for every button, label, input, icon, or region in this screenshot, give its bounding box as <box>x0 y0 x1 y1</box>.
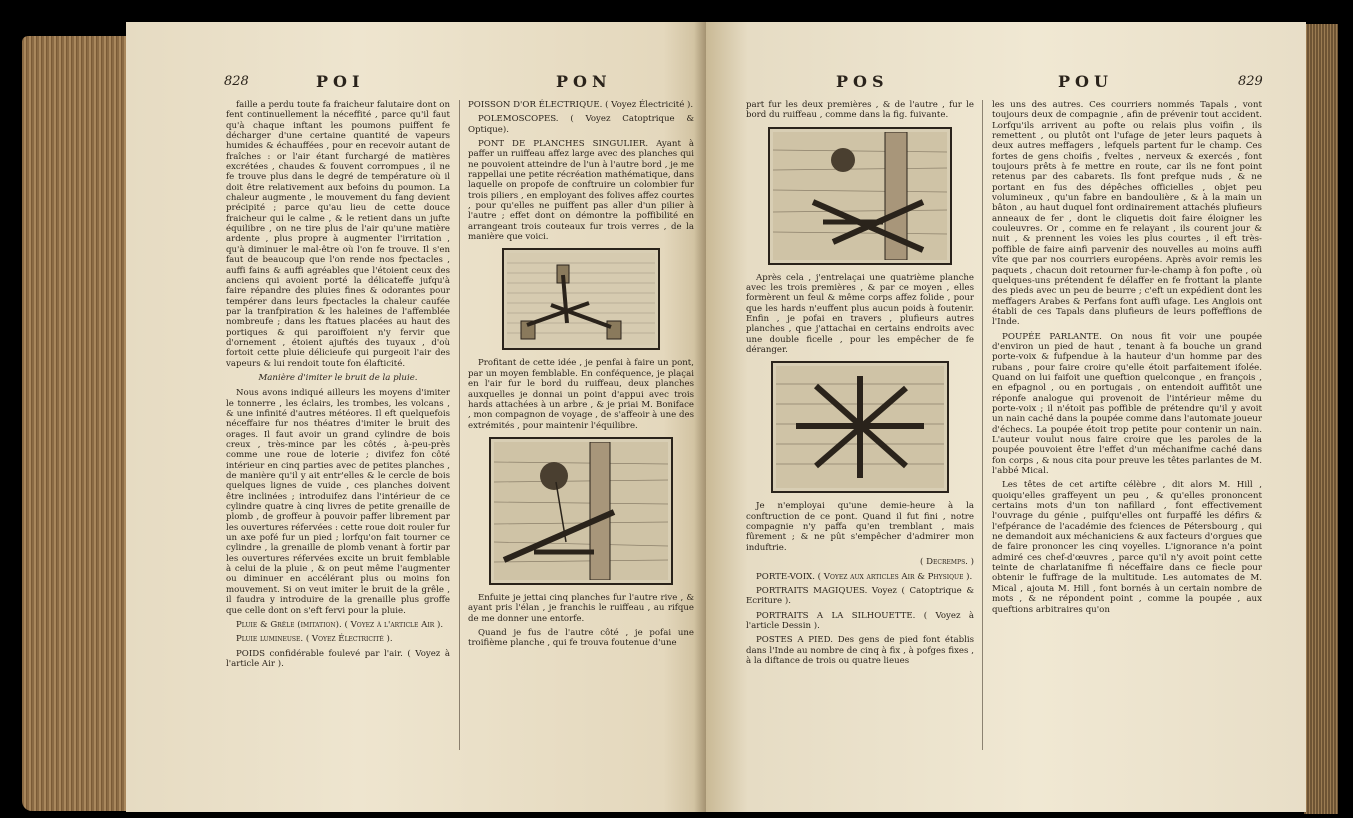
column-rule <box>982 100 983 750</box>
entry-portraits-magiques: PORTRAITS MAGIQUES. Voyez ( Catoptrique & Ecriture ). <box>746 585 974 607</box>
cross-reference: Pluie lumineuse. ( Voyez Électricité ). <box>236 634 393 645</box>
entry-portraits-silhouette: PORTRAITS A LA SILHOUETTE. ( Voyez à l'article Dessin ). <box>746 610 974 631</box>
section-heading: Manière d'imiter le bruit de la pluie. <box>258 372 418 383</box>
paragraph: Les têtes de cet artifte célèbre , dit alors M. Hill , quoiqu'elles graffeyent un peu , & qu'elles prononcent certains mots d'un ton nafillard , font effectivement l'ouvrage du génie , puifqu'elles ont furpaffé les défirs & l'efpérance de l'académie des fciences de Pétersbourg , qui ne demandoit aux méchaniciens & aux facteurs d'orgues que de faire prononcer les cinq voyelles. L'ignorance n'a point admiré ces chef-d'œuvres , parce qu'il n'y avoit point cette teinte de charlatanifme fi néceffaire dans ce fiecle pour obtenir le fuffrage de la multitude. Les automates de M. Mical , ajouta M. Hill , font bornés à un certain nombre de mots , & ne répondent point , comme la poupée , aux queftions arbitraires qu'on <box>992 480 1262 615</box>
entry-poisson: POISSON D'OR ÉLECTRIQUE. ( Voyez Électricité ). <box>468 100 694 110</box>
entry-pont: PONT DE PLANCHES SINGULIER. Ayant à paffer un ruiffeau affez large avec des planches qui ne pouvoient atteindre de l'un à l'autre bord , je me rappellai une petite récréation mathématique, dans laquelle on propofe de conftruire un colombier fur trois piliers , en employant des folives affez courtes , pour qu'elles ne puiffent pas aller d'un pilier à l'autre ; effet dont on démontre la poffibilité en arrangeant trois couteaux fur trois verres , de la manière que voici. <box>468 139 694 243</box>
right-page-column-2 <box>992 100 1262 619</box>
paragraph: les uns des autres. Ces courriers nommés Tapals , vont toujours deux de compagnie , afin de prévenir tout accident. Lorfqu'ils arrivent au pofte ou relais plus voifin , ils remettent , ou plutôt ont l'ufage de jeter leurs paquets à deux autres meffagers , lefquels partent fur le champ. Ces fortes de gens choifis , fveltes , nerveux & exercés , font toujours prêts à fe mettre en route, car ils ne font point retenus par des cabarets. Ils font prefque nuds , & ne portant en fus des dépêches officielles , objet peu volumineux , qu'un fabre en bandoulière , & à la main un bâton , au haut duquel font ordinairement attachés plufieurs anneaux de fer , dont le cliquetis doit faire éloigner les couleuvres. Or , comme en fe relayant , ils courent jour & nuit , & prennent les voies les plus courtes , il eft très-poffible de faire ainfi parvenir des nouvelles au moins auffi vîte que par nos courriers européens. Après avoir remis les paquets , chacun doit retourner fur-le-champ à fon pofte , où quelques-uns prétendent fe délaffer en fe frottant la plante des pieds avec un peu de beurre ; c'eft un expédient dont les meffagers Arabes & Perfans font auffi ufage. Les Anglois ont établi de ces Tapals dans plufieurs de leurs poffeffions de l'Inde. <box>992 100 1262 328</box>
figure-woven-planks <box>771 361 949 493</box>
paragraph: Enfuite je jettai cinq planches fur l'autre rive , & ayant pris l'élan , je franchis le ruiffeau , au rifque de me donner une entorfe. <box>468 592 694 624</box>
figure-bridge-two-planks <box>489 437 673 585</box>
entry-porte-voix: PORTE-VOIX. ( Voyez aux articles Air & Physique ). <box>756 571 973 582</box>
entry-polemoscopes: POLEMOSCOPES. ( Voyez Catoptrique & Optique). <box>468 114 694 135</box>
running-head-left: POI <box>316 72 365 91</box>
paragraph: Je n'employai qu'une demie-heure à la conftruction de ce pont. Quand il fut fini , notre compagnie n'y paffa qu'en tremblant , mais fûrement ; & ne pût s'empêcher d'admirer mon induftrie. <box>746 501 974 553</box>
left-page-column-2 <box>468 100 694 653</box>
engraving-bridge-1 <box>494 442 668 580</box>
paragraph: Après cela , j'entrelaçai une quatrième planche avec les trois premières , & par ce moyen , elles formèrent un feul & même corps affez folide , pour que les hards n'euffent plus aucun poids à foutenir. Enfin , je pofai en travers , plufieurs autres planches , que j'attachai en certains endroits avec une double ficelle , pour les empêcher de fe déranger. <box>746 272 974 356</box>
entry-poupee: POUPÉE PARLANTE. On nous fit voir une poupée d'environ un pied de haut , tenant à fa bouche un grand porte-voix & fufpendue à la hauteur d'un homme par des rubans , pour faire croire qu'elle étoit parfaitement ifolée. Quand on lui faifoit une queftion quelconque , en françois , en efpagnol , ou en portugais , on entendoit auffitôt une réponfe analogue qui provenoit de l'intérieur même du porte-voix ; il n'étoit pas poffible de prétendre qu'il y avoit un nain caché dans la poupée comme dans l'automate joueur d'échecs. La poupée étoit trop petite pour contenir un nain. L'auteur voulut nous faire croire que les paroles de la poupée pouvoient être l'effet d'un méchanifme caché dans fon corps , & nous cita pour preuve les têtes parlantes de M. l'abbé Mical. <box>992 331 1262 477</box>
paragraph: Nous avons indiqué ailleurs les moyens d'imiter le tonnerre , les éclairs, les trombes, les volcans , & une infinité d'autres météores. Il eft quelquefois néceffaire fur nos théatres d'imiter le bruit des orages. Il faut avoir un grand cylindre de bois creux , très-mince par les côtés , à-peu-près comme une roue de loterie ; divifez fon côté intérieur en cinq parties avec de petites planches , de manière qu'il y ait entr'elles & le cercle de bois quelques lignes de vuide , ces planches doivent être inclinées ; introduifez dans l'intérieur de ce cylindre quatre à cinq livres de petite grenaille de plomb , de groffeur à pouvoir paffer librement par les ouvertures réfervées : cette roue doit rouler fur un axe pofé fur un pied ; lorfqu'on fait tourner ce cylindre , la grenaille de plomb venant à fortir par les ouvertures réfervées excite un bruit femblable à celui de la pluie , & on peut même l'augmenter ou diminuer en accélérant plus ou moins fon mouvement. Si on veut imiter le bruit de la grêle , il faudra y introduire de la grenaille plus groffe que celle dont on s'eft fervi pour la pluie. <box>226 388 450 616</box>
right-page-column-1 <box>746 100 974 670</box>
running-head-right: POU <box>1058 72 1113 91</box>
page-number: 828 <box>224 74 249 89</box>
cross-reference: Pluie & Grêle (imitation). ( Voyez à l'article Air ). <box>236 619 444 630</box>
page-number: 829 <box>1238 74 1263 89</box>
paragraph: faille a perdu toute fa fraicheur falutaire dont on fent continuellement la néceffité , parce qu'il faut qu'à chaque inftant les poumons puiffent fe décharger d'une certaine quantité de vapeurs humides & échauffées , pour en recevoir autant de fraîches : or l'air étant furchargé de matières excrétées , chaudes & fouvent corrompues , il ne fe trouve plus dans le degré de température où il doit être relativement aux befoins du poumon. La chaleur augmente , le mouvement du fang devient précipité ; parce qu'au lieu de cette douce fraicheur qui le calme , & le retient dans un jufte équilibre , on ne tire plus de l'air qu'une matière ardente , plus propre à augmenter l'irritation , qu'à diminuer le mal-être où l'on fe trouve. Il s'en faut de beaucoup que l'on rende nos fpectacles , auffi fains & auffi agréables que l'étoient ceux des anciens qui avoient porté la délicateffe jufqu'à faire répandre des pluies fines & odorantes pour tempérer dans leurs fpectacles la chaleur caufée par la tranfpiration & les haleines de l'affemblée nombreufe ; dans les ftatues placées au haut des portiques & qui paroiffoient n'y fervir que d'ornement , étoient ajuftés des tuyaux , d'où fortoit cette pluie délicieufe qui purgeoit l'air des vapeurs & lui rendoit toute fon élafticité. <box>226 100 450 369</box>
paragraph: part fur les deux premières , & de l'autre , fur le bord du ruiffeau , comme dans la fig. fuivante. <box>746 100 974 121</box>
book-fore-edge-left <box>22 36 134 811</box>
paragraph: Profitant de cette idée , je penfai à faire un pont, par un moyen femblable. En conféquence, je plaçai en l'air fur le bord du ruiffeau, deux planches auxquelles je donnai un point d'appui avec trois hards attachées à un arbre , & je priai M. Boniface , mon compagnon de voyage , de s'affeoir à une des extrémités , pour maintenir l'équilibre. <box>468 358 694 431</box>
paragraph: Quand je fus de l'autre côté , je pofai une troifième planche , qui fe trouva foutenue d'une <box>468 627 694 649</box>
running-head-left: POS <box>836 72 889 91</box>
open-book <box>22 14 1338 814</box>
right-page <box>706 22 1306 812</box>
attribution: ( Decremps. ) <box>920 557 974 568</box>
column-rule <box>459 100 460 750</box>
book-fore-edge-right <box>1304 24 1338 814</box>
entry-postes: POSTES A PIED. Des gens de pied font établis dans l'Inde au nombre de cinq à fix , à pofges fixes , à la diftance de trois ou quatre lieues <box>746 635 974 666</box>
running-head-right: PON <box>556 72 612 91</box>
figure-knives-on-glasses <box>502 248 660 350</box>
engraving-bridge-2 <box>773 132 947 260</box>
figure-bridge-three-planks <box>768 127 952 265</box>
engraving-weave <box>776 366 944 488</box>
engraving-knives <box>507 253 655 345</box>
left-page <box>126 22 710 812</box>
cross-reference: POIDS confidérable foulevé par l'air. ( Voyez à l'article Air ). <box>226 648 450 669</box>
left-page-column-1 <box>226 100 450 673</box>
